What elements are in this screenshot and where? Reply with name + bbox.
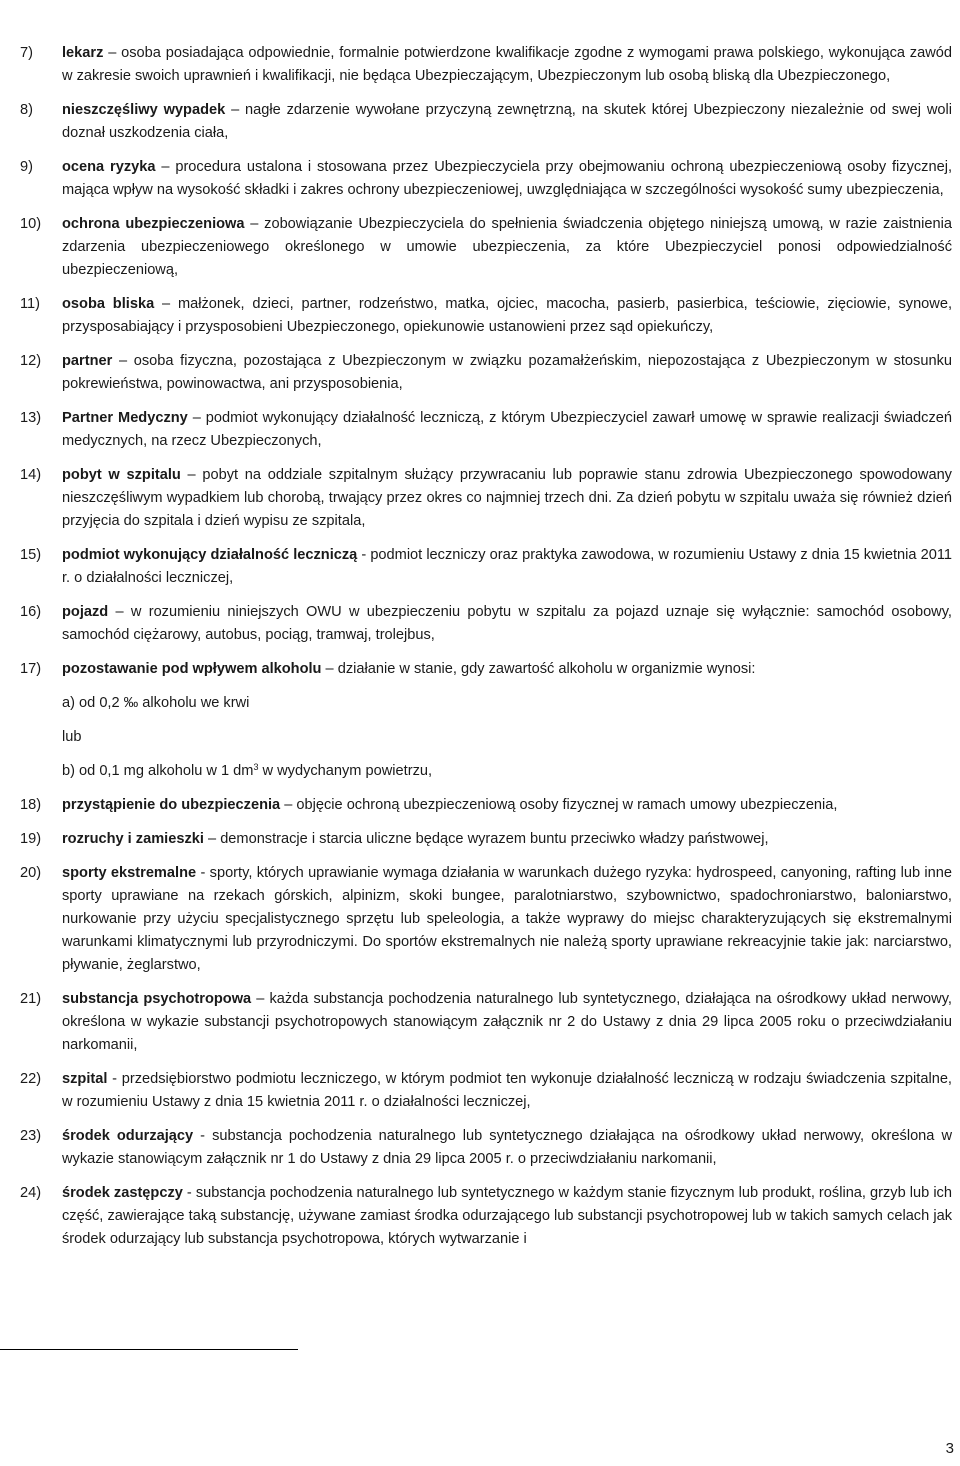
definition-number: 14): [20, 467, 42, 483]
definition-term: pojazd: [62, 604, 109, 620]
definition-number: 19): [20, 831, 42, 847]
definition-item: [20, 658, 952, 681]
definition-item: [20, 42, 952, 88]
definition-separator: -: [357, 547, 371, 563]
definition-term: osoba bliska: [62, 296, 155, 312]
definition-number: 13): [20, 410, 42, 426]
definition-item: [20, 213, 952, 282]
definition-item: [20, 862, 952, 977]
definitions-list: [20, 42, 952, 1262]
definition-number: 24): [20, 1185, 42, 1201]
definition-text: objęcie ochroną ubezpieczeniową osoby fizycznej w ramach umowy ubezpieczenia,: [296, 797, 838, 813]
definition-text: pobyt na oddziale szpitalnym służący przywracaniu lub poprawie stanu zdrowia Ubezpieczonego spowodowany nieszczęśliwym wypadkiem lub chorobą, trwający przez okres co najmniej trzech dni. Za dzień pobytu w szpitalu uważa się również dzień przyjęcia do szpitala i dzień wypisu ze szpitala,: [62, 467, 952, 529]
definition-term: partner: [62, 353, 113, 369]
alcohol-option-b-superscript: 3: [253, 762, 259, 772]
definition-number: 17): [20, 661, 42, 677]
definition-term: substancja psychotropowa: [62, 991, 252, 1007]
definition-separator: –: [108, 604, 131, 620]
definition-separator: -: [193, 1128, 213, 1144]
alcohol-option-or: lub: [62, 729, 82, 745]
definition-item: [20, 156, 952, 202]
definition-term: ochrona ubezpieczeniowa: [62, 216, 245, 232]
definition-term: rozruchy i zamieszki: [62, 831, 204, 847]
definition-separator: –: [225, 102, 246, 118]
definition-term: ocena ryzyka: [62, 159, 156, 175]
definition-text: substancja pochodzenia naturalnego lub syntetycznego w każdym stanie fizycznym lub produkt, roślina, grzyb lub ich część, zawierające taką substancję, używane zamiast środka odurzającego lub substancji psychotropowej lub w takich samych celach jak środek odurzający lub substancja psychotropowa, których wytwarzanie i: [62, 1185, 952, 1247]
definitions-group-b: [20, 794, 952, 1251]
definition-item: [20, 407, 952, 453]
definition-number: 16): [20, 604, 42, 620]
definition-separator: –: [251, 991, 270, 1007]
definition-text: osoba posiadająca odpowiednie, formalnie potwierdzone kwalifikacje zgodne z wymogami prawa polskiego, wykonująca zawód w zakresie swoich uprawnień i kwalifikacji, nie będąca Ubezpieczającym, Ubezpieczonym lub osobą bliską dla Ubezpieczonego,: [62, 45, 952, 84]
definition-separator: –: [103, 45, 122, 61]
definition-separator: –: [112, 353, 134, 369]
definition-separator: -: [182, 1185, 196, 1201]
definition-item: [20, 601, 952, 647]
definition-separator: –: [321, 661, 338, 677]
definition-number: 9): [20, 159, 33, 175]
footnote-separator: [0, 1349, 298, 1350]
definition-number: 10): [20, 216, 42, 232]
definition-separator: –: [203, 831, 221, 847]
definition-term: nieszczęśliwy wypadek: [62, 102, 226, 118]
alcohol-option-b: [20, 760, 952, 783]
definition-text: demonstracje i starcia uliczne będące wyrazem buntu przeciwko władzy państwowej,: [220, 831, 769, 847]
definition-term: szpital: [62, 1071, 108, 1087]
definition-text: małżonek, dzieci, partner, rodzeństwo, matka, ojciec, macocha, pasierb, pasierbica, teściowie, zięciowie, synowe, przysposabiający i przysposobieni Ubezpieczonego, opiekunowie ustanowieni przez sąd opiekuńczy,: [62, 296, 953, 335]
definition-separator: –: [244, 216, 265, 232]
definition-item: [20, 794, 952, 817]
definition-term: przystąpienie do ubezpieczenia: [62, 797, 281, 813]
definition-number: 23): [20, 1128, 42, 1144]
definition-number: 8): [20, 102, 33, 118]
definition-separator: -: [196, 865, 210, 881]
definition-text: substancja pochodzenia naturalnego lub syntetycznego działająca na ośrodkowy układ nerwowy, określona w wykazie stanowiącym załącznik nr 1 do Ustawy z dnia 29 lipca 2005 r. o przeciwdziałaniu narkomanii,: [62, 1128, 952, 1167]
definition-number: 7): [20, 45, 33, 61]
definition-number: 15): [20, 547, 42, 563]
definition-separator: –: [155, 159, 176, 175]
definition-text: osoba fizyczna, pozostająca z Ubezpieczonym w związku pozamałżeńskim, niepozostająca z Ubezpieczonym w stosunku pokrewieństwa, powinowactwa, ani przysposobienia,: [62, 353, 952, 392]
definition-item: [20, 1182, 952, 1251]
definition-term: lekarz: [62, 45, 104, 61]
definition-text: przedsiębiorstwo podmiotu leczniczego, w którym podmiot ten wykonuje działalność leczniczą w rodzaju świadczenia szpitalne, w rozumieniu Ustawy z dnia 15 kwietnia 2011 r. o działalności leczniczej,: [62, 1071, 952, 1110]
definition-number: 11): [20, 296, 41, 312]
page-number: 3: [945, 1440, 954, 1457]
definition-term: podmiot wykonujący działalność leczniczą: [62, 547, 358, 563]
alcohol-option-a: a) od 0,2 ‰ alkoholu we krwi: [62, 695, 250, 711]
definition-item: [20, 293, 952, 339]
definition-number: 20): [20, 865, 42, 881]
definition-term: sporty ekstremalne: [62, 865, 197, 881]
definition-number: 22): [20, 1071, 42, 1087]
definition-text: podmiot wykonujący działalność leczniczą, z którym Ubezpieczyciel zawarł umowę w sprawie realizacji świadczeń medycznych, na rzecz Ubezpieczonych,: [62, 410, 953, 449]
alcohol-option-b-text: b) od 0,1 mg alkoholu w 1 dm: [62, 763, 254, 779]
definition-term: środek odurzający: [62, 1128, 194, 1144]
definition-item: [20, 828, 952, 851]
definition-separator: –: [154, 296, 178, 312]
definition-item: [20, 350, 952, 396]
definition-text: nagłe zdarzenie wywołane przyczyną zewnętrzną, na skutek której Ubezpieczony niezależnie od swej woli doznał uszkodzenia ciała,: [62, 102, 952, 141]
definition-item: [20, 1125, 952, 1171]
alcohol-option-b-suffix: w wydychanym powietrzu,: [258, 763, 433, 779]
definition-term: pozostawanie pod wpływem alkoholu: [62, 661, 322, 677]
definition-item: [20, 988, 952, 1057]
definition-text: zobowiązanie Ubezpieczyciela do spełnienia świadczenia objętego niniejszą umową, w razie zaistnienia zdarzenia ubezpieczeniowego określonego w umowie ubezpieczenia, za które Ubezpieczyciel ponosi odpowiedzialność ubezpieczeniową,: [62, 216, 952, 278]
definition-term: środek zastępczy: [62, 1185, 183, 1201]
definition-term: Partner Medyczny: [62, 410, 188, 426]
definition-text: podmiot leczniczy oraz praktyka zawodowa, w rozumieniu Ustawy z dnia 15 kwietnia 2011 r. o działalności leczniczej,: [62, 547, 952, 586]
definition-text: działanie w stanie, gdy zawartość alkoholu w organizmie wynosi:: [337, 661, 756, 677]
definition-item: [20, 464, 952, 533]
definition-item: [20, 1068, 952, 1114]
definition-number: 18): [20, 797, 42, 813]
definition-number: 21): [20, 991, 42, 1007]
definition-term: pobyt w szpitalu: [62, 467, 181, 483]
definition-item: [20, 99, 952, 145]
definition-separator: –: [187, 410, 206, 426]
definition-separator: –: [180, 467, 203, 483]
definition-item: [20, 544, 952, 590]
definition-text: procedura ustalona i stosowana przez Ubezpieczyciela przy obejmowaniu ochroną ubezpieczeniową osoby fizycznej, mająca wpływ na wysokość składki i zakres ochrony ubezpieczeniowej, uwzględniająca w szczególności wysokość sumy ubezpieczenia,: [62, 159, 953, 198]
definitions-group-a: [20, 42, 952, 681]
definition-separator: -: [107, 1071, 122, 1087]
definition-number: 12): [20, 353, 42, 369]
definition-separator: –: [280, 797, 297, 813]
definition-text: każda substancja pochodzenia naturalnego lub syntetycznego, działająca na ośrodkowy układ nerwowy, określona w wykazie substancji psychotropowych stanowiącym załącznik nr 2 do Ustawy z dnia 29 lipca 2005 roku o przeciwdziałaniu narkomanii,: [62, 991, 952, 1053]
definition-text: w rozumieniu niniejszych OWU w ubezpieczeniu pobytu w szpitalu za pojazd uznaje się wyłącznie: samochód osobowy, samochód ciężarowy, autobus, pociąg, tramwaj, trolejbus,: [62, 604, 952, 643]
definition-text: sporty, których uprawianie wymaga działania w warunkach dużego ryzyka: hydrospeed, canyoning, rafting lub inne sporty uprawiane na rzekach górskich, alpinizm, skoki bungee, paralotniarstwo, szybownictwo, spadochroniarstwo, baloniarstwo, nurkowanie przy użyciu specjalistycznego sprzętu lub speleologia, a także wyprawy do miejsc charakteryzujących się ekstremalnymi warunkami klimatycznymi lub przyrodniczymi. Do sportów ekstremalnych nie należą sporty uprawiane rekreacyjnie takie jak: narciarstwo, pływanie, żeglarstwo,: [62, 865, 952, 973]
